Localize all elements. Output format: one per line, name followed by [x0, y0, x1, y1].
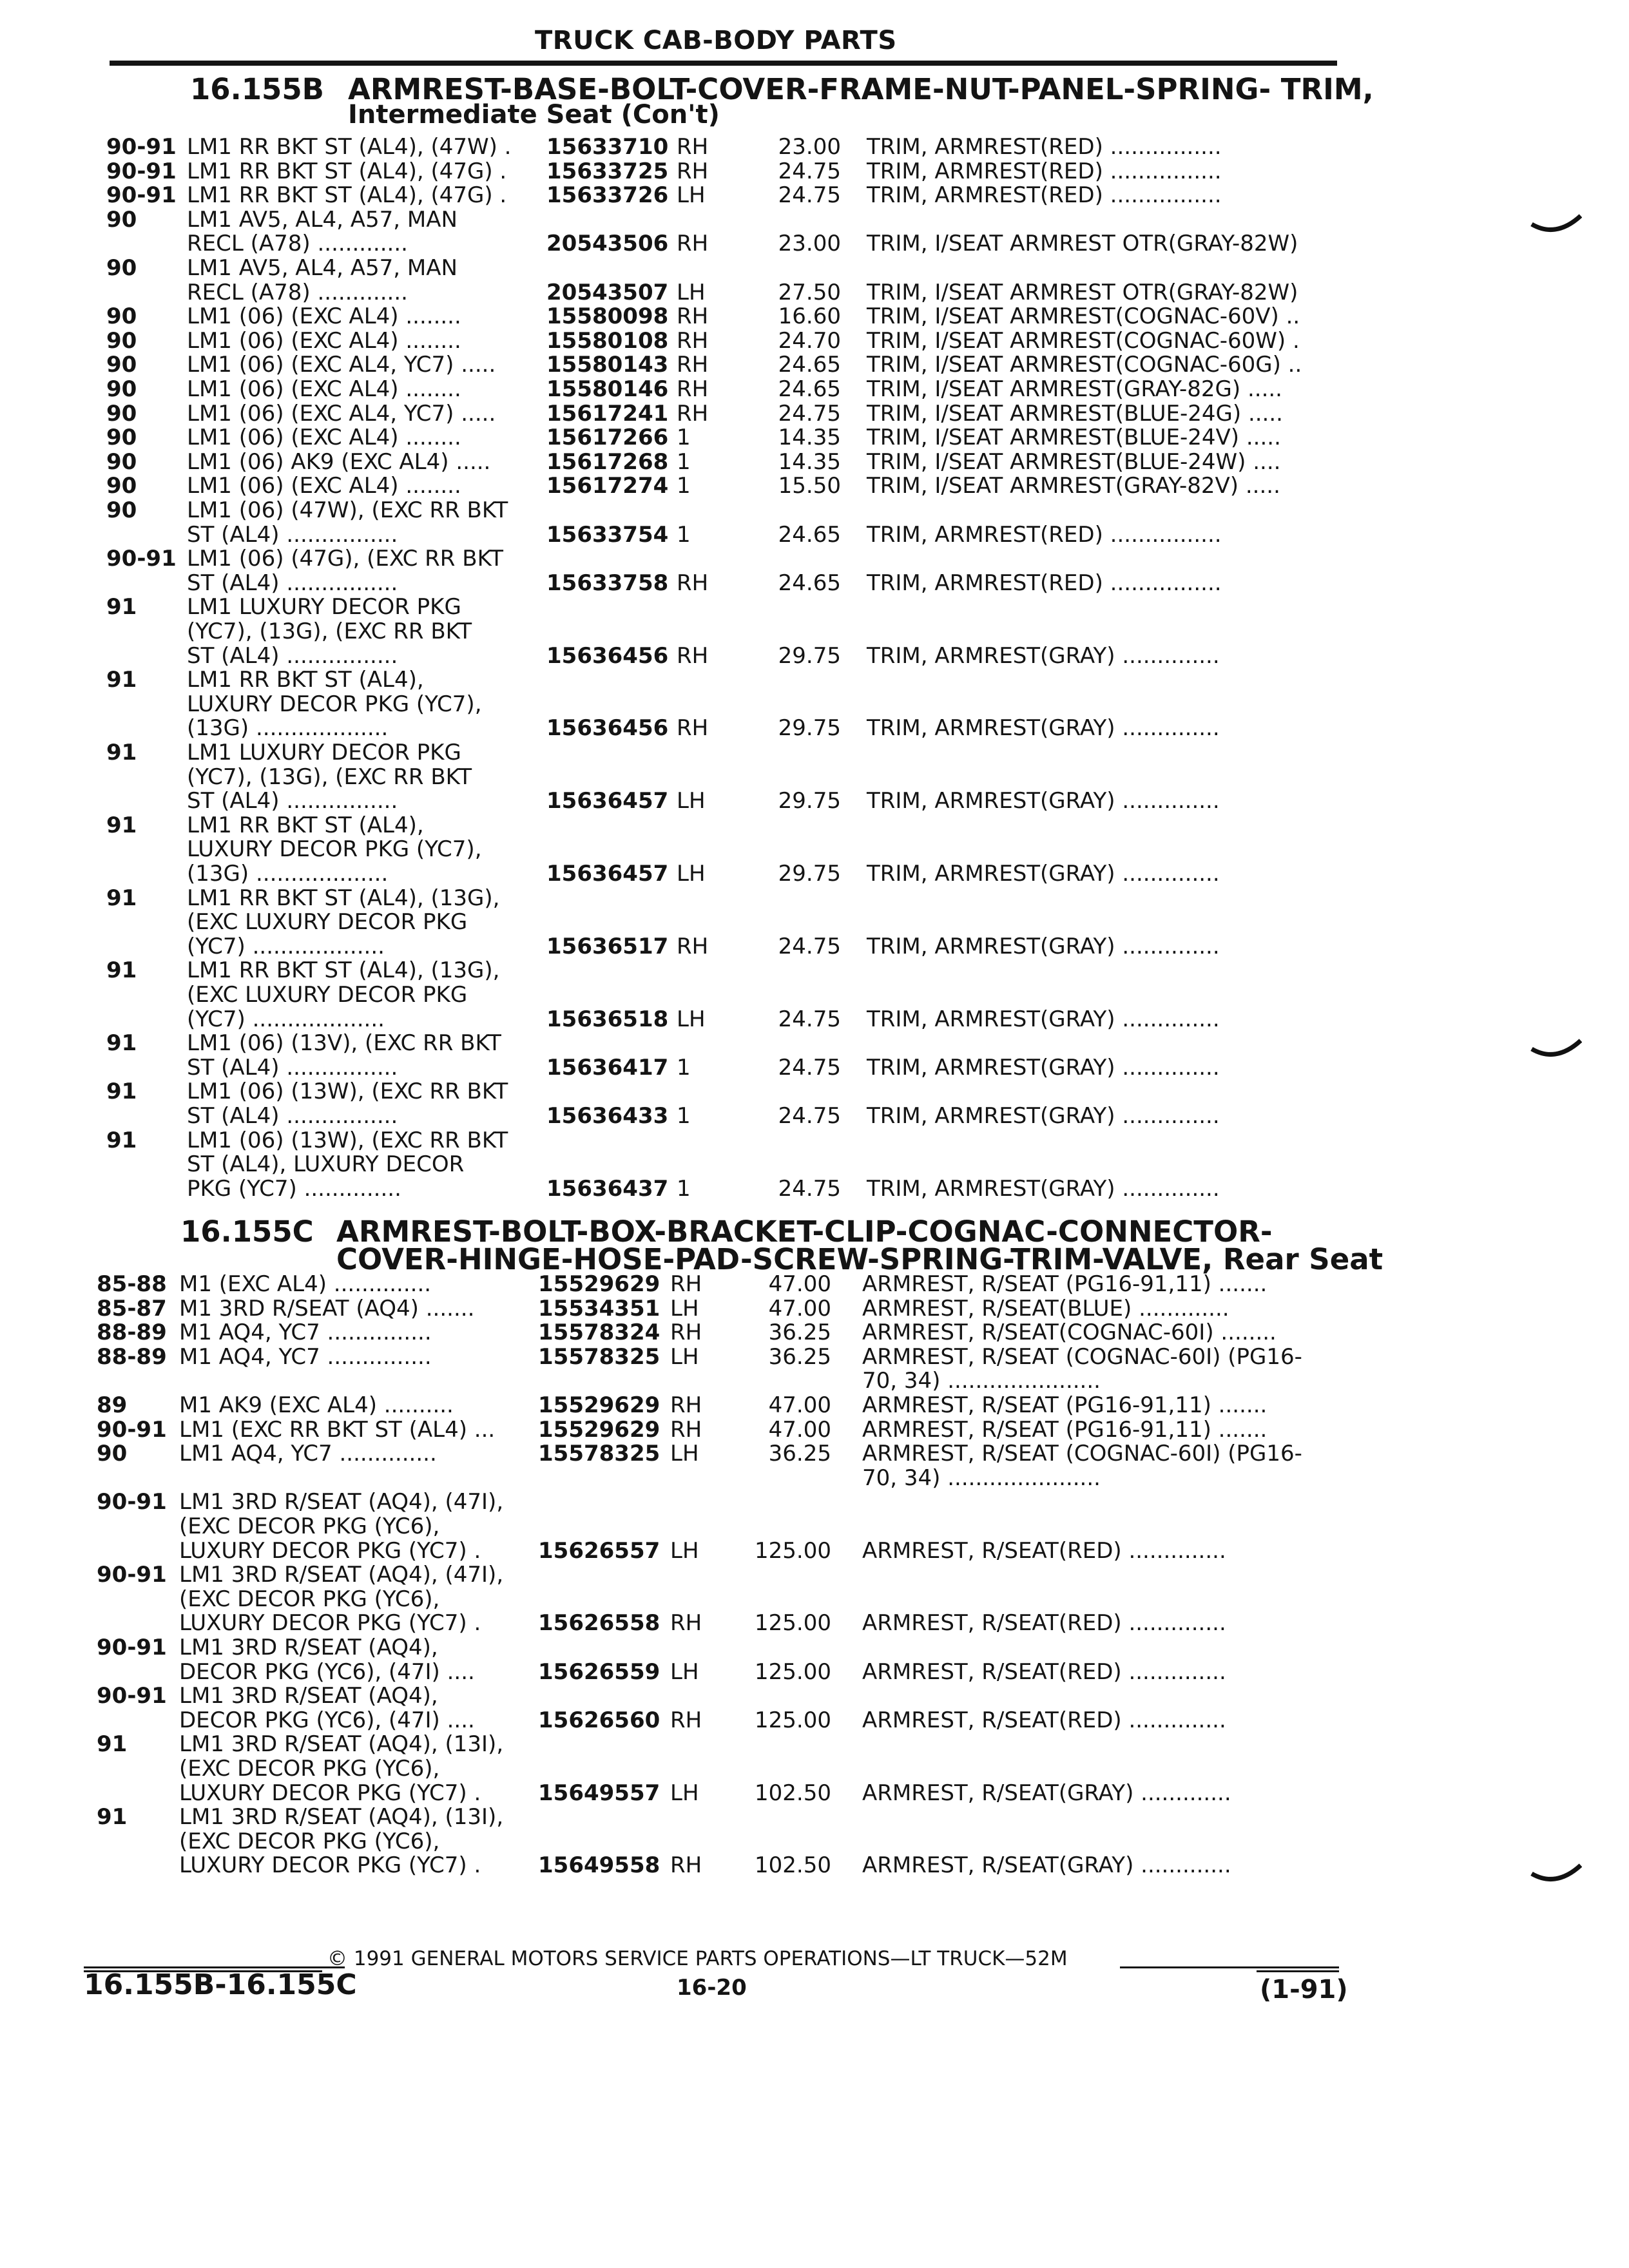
description-cell: (EXC LUXURY DECOR PKG [187, 982, 468, 1008]
description-cell: ST (AL4) ................ [187, 642, 398, 669]
year-cell: 90 [106, 255, 137, 281]
item-cell: TRIM, ARMREST(GRAY) .............. [867, 861, 1220, 887]
description-cell: ST (AL4) ................ [187, 1103, 398, 1129]
year-cell: 90-91 [97, 1489, 167, 1515]
year-cell: 90-91 [106, 182, 177, 209]
item-cell: 70, 34) ...................... [862, 1465, 1101, 1491]
year-cell: 90-91 [97, 1416, 167, 1443]
item-cell: ARMREST, R/SEAT (PG16-91,11) ....... [862, 1271, 1268, 1297]
item-cell: TRIM, I/SEAT ARMREST(GRAY-82V) ..... [867, 473, 1280, 499]
side-cell: LH [677, 182, 706, 209]
part-number-cell: 15633725 [546, 158, 669, 184]
description-cell: LM1 (06) (EXC AL4) ........ [187, 327, 461, 354]
item-cell: 70, 34) ...................... [862, 1368, 1101, 1394]
part-number-cell: 15617266 [546, 425, 669, 451]
year-cell: 91 [97, 1804, 128, 1831]
side-cell: RH [670, 1852, 702, 1879]
item-cell: TRIM, ARMREST(RED) ................ [867, 182, 1222, 209]
description-cell: DECOR PKG (YC6), (47I) .... [179, 1658, 475, 1685]
price-cell: 24.75 [778, 1054, 841, 1081]
item-cell: TRIM, I/SEAT ARMREST(GRAY-82G) ..... [867, 376, 1282, 402]
description-cell: LUXURY DECOR PKG (YC7), [187, 836, 482, 863]
description-cell: LM1 AV5, AL4, A57, MAN [187, 206, 458, 233]
punch-mark-icon [1530, 213, 1582, 245]
price-cell: 27.50 [778, 279, 841, 305]
item-cell: TRIM, I/SEAT ARMREST(BLUE-24W) .... [867, 448, 1281, 475]
year-cell: 90 [106, 352, 137, 378]
price-cell: 15.50 [778, 473, 841, 499]
part-number-cell: 15633726 [546, 182, 669, 209]
price-cell: 24.75 [778, 400, 841, 427]
year-cell: 88-89 [97, 1320, 167, 1346]
part-number-cell: 15617241 [546, 400, 669, 427]
year-cell: 90 [106, 400, 137, 427]
section-b-number: 16.155B [190, 72, 324, 106]
side-cell: LH [670, 1295, 699, 1321]
part-number-cell: 15529629 [538, 1271, 660, 1297]
description-cell: LM1 (06) (13W), (EXC RR BKT [187, 1079, 508, 1105]
footer-revision: (1-91) [1260, 1975, 1348, 2004]
item-cell: ARMREST, R/SEAT(GRAY) ............. [862, 1852, 1231, 1879]
side-cell: RH [677, 134, 709, 160]
description-cell: LM1 3RD R/SEAT (AQ4), (47I), [179, 1489, 504, 1515]
item-cell: TRIM, ARMREST(RED) ................ [867, 521, 1222, 548]
year-cell: 91 [106, 594, 137, 620]
description-cell: (EXC DECOR PKG (YC6), [179, 1756, 440, 1782]
item-cell: TRIM, ARMREST(RED) ................ [867, 134, 1222, 160]
part-number-cell: 15626557 [538, 1537, 660, 1564]
price-cell: 47.00 [768, 1271, 831, 1297]
year-cell: 90 [106, 206, 137, 233]
part-number-cell: 15649557 [538, 1780, 660, 1806]
description-cell: (EXC DECOR PKG (YC6), [179, 1828, 440, 1854]
part-number-cell: 15578325 [538, 1343, 660, 1370]
item-cell: TRIM, ARMREST(GRAY) .............. [867, 788, 1220, 814]
side-cell: RH [677, 570, 709, 596]
description-cell: LM1 (06) (EXC AL4) ........ [187, 473, 461, 499]
description-cell: LM1 RR BKT ST (AL4), [187, 812, 424, 838]
item-cell: ARMREST, R/SEAT(RED) .............. [862, 1537, 1226, 1564]
price-cell: 24.65 [778, 352, 841, 378]
year-cell: 90 [106, 497, 137, 523]
price-cell: 125.00 [755, 1610, 831, 1637]
price-cell: 14.35 [778, 425, 841, 451]
year-cell: 91 [106, 1127, 137, 1153]
item-cell: ARMREST, R/SEAT (PG16-91,11) ....... [862, 1392, 1268, 1418]
footer-copyright: © 1991 GENERAL MOTORS SERVICE PARTS OPERATIONS—LT TRUCK—52M [327, 1947, 1068, 1970]
description-cell: LM1 (06) (47G), (EXC RR BKT [187, 546, 503, 572]
side-cell: RH [670, 1416, 702, 1443]
punch-mark-icon [1530, 1862, 1582, 1894]
description-cell: (EXC LUXURY DECOR PKG [187, 909, 468, 936]
description-cell: LM1 3RD R/SEAT (AQ4), [179, 1635, 438, 1660]
description-cell: LM1 (06) (13W), (EXC RR BKT [187, 1127, 508, 1153]
side-cell: RH [670, 1320, 702, 1346]
price-cell: 23.00 [778, 134, 841, 160]
price-cell: 125.00 [755, 1537, 831, 1564]
part-number-cell: 20543507 [546, 279, 669, 305]
side-cell: RH [670, 1392, 702, 1418]
item-cell: TRIM, ARMREST(GRAY) .............. [867, 642, 1220, 669]
description-cell: LM1 RR BKT ST (AL4), (47W) . [187, 134, 512, 160]
item-cell: ARMREST, R/SEAT(RED) .............. [862, 1707, 1226, 1733]
price-cell: 47.00 [768, 1392, 831, 1418]
price-cell: 24.75 [778, 1006, 841, 1032]
part-number-cell: 15626560 [538, 1707, 660, 1733]
description-cell: LM1 (06) AK9 (EXC AL4) ..... [187, 448, 491, 475]
year-cell: 85-87 [97, 1295, 167, 1321]
side-cell: 1 [677, 425, 691, 451]
side-cell: 1 [677, 1175, 691, 1202]
description-cell: LM1 (06) (13V), (EXC RR BKT [187, 1030, 501, 1057]
price-cell: 36.25 [768, 1343, 831, 1370]
section-b-title-line2: Intermediate Seat (Con't) [348, 100, 720, 130]
item-cell: ARMREST, R/SEAT (COGNAC-60I) (PG16- [862, 1343, 1302, 1370]
description-cell: ST (AL4), LUXURY DECOR [187, 1151, 465, 1178]
item-cell: ARMREST, R/SEAT(GRAY) ............. [862, 1780, 1231, 1806]
part-number-cell: 15578325 [538, 1441, 660, 1467]
item-cell: ARMREST, R/SEAT (COGNAC-60I) (PG16- [862, 1441, 1302, 1467]
item-cell: TRIM, I/SEAT ARMREST(COGNAC-60V) .. [867, 303, 1300, 330]
section-b-title-line1: ARMREST-BASE-BOLT-COVER-FRAME-NUT-PANEL-SPRING- TRIM, [348, 72, 1374, 106]
description-cell: (13G) ................... [187, 861, 389, 887]
part-number-cell: 15633754 [546, 521, 669, 548]
item-cell: TRIM, ARMREST(RED) ................ [867, 570, 1222, 596]
part-number-cell: 15636456 [546, 642, 669, 669]
side-cell: RH [677, 231, 709, 257]
part-number-cell: 15636433 [546, 1103, 669, 1129]
year-cell: 90-91 [97, 1683, 167, 1709]
item-cell: TRIM, ARMREST(GRAY) .............. [867, 933, 1220, 959]
side-cell: 1 [677, 1103, 691, 1129]
item-cell: ARMREST, R/SEAT (PG16-91,11) ....... [862, 1416, 1268, 1443]
part-number-cell: 15617268 [546, 448, 669, 475]
part-number-cell: 15529629 [538, 1392, 660, 1418]
year-cell: 90-91 [106, 134, 177, 160]
part-number-cell: 15636457 [546, 861, 669, 887]
price-cell: 24.65 [778, 570, 841, 596]
description-cell: LM1 LUXURY DECOR PKG [187, 594, 461, 620]
description-cell: (EXC DECOR PKG (YC6), [179, 1514, 440, 1539]
description-cell: LM1 (06) (EXC AL4, YC7) ..... [187, 400, 496, 427]
side-cell: LH [677, 788, 706, 814]
part-number-cell: 20543506 [546, 231, 669, 257]
description-cell: LM1 RR BKT ST (AL4), (13G), [187, 957, 500, 984]
part-number-cell: 15626558 [538, 1610, 660, 1637]
side-cell: RH [677, 352, 709, 378]
side-cell: LH [677, 861, 706, 887]
side-cell: LH [670, 1343, 699, 1370]
side-cell: LH [670, 1780, 699, 1806]
price-cell: 102.50 [755, 1780, 831, 1806]
part-number-cell: 15636457 [546, 788, 669, 814]
description-cell: LM1 LUXURY DECOR PKG [187, 740, 461, 765]
year-cell: 91 [106, 667, 137, 693]
part-number-cell: 15649558 [538, 1852, 660, 1879]
part-number-cell: 15580146 [546, 376, 669, 402]
side-cell: RH [670, 1707, 702, 1733]
price-cell: 24.75 [778, 1103, 841, 1129]
item-cell: TRIM, I/SEAT ARMREST(COGNAC-60G) .. [867, 352, 1302, 378]
description-cell: LM1 (06) (EXC AL4, YC7) ..... [187, 352, 496, 378]
item-cell: TRIM, ARMREST(RED) ................ [867, 158, 1222, 184]
price-cell: 102.50 [755, 1852, 831, 1879]
item-cell: TRIM, ARMREST(GRAY) .............. [867, 1054, 1220, 1081]
description-cell: ST (AL4) ................ [187, 521, 398, 548]
description-cell: LM1 3RD R/SEAT (AQ4), (47I), [179, 1562, 504, 1588]
description-cell: LM1 3RD R/SEAT (AQ4), (13I), [179, 1731, 504, 1758]
item-cell: TRIM, I/SEAT ARMREST OTR(GRAY-82W) [867, 279, 1298, 305]
price-cell: 29.75 [778, 861, 841, 887]
price-cell: 16.60 [778, 303, 841, 330]
header-rule [110, 61, 1337, 66]
description-cell: LM1 (06) (47W), (EXC RR BKT [187, 497, 508, 523]
description-cell: ST (AL4) ................ [187, 570, 398, 596]
section-c-title-line2: COVER-HINGE-HOSE-PAD-SCREW-SPRING-TRIM-VALVE, Rear Seat [336, 1242, 1383, 1276]
year-cell: 91 [106, 885, 137, 911]
year-cell: 88-89 [97, 1343, 167, 1370]
price-cell: 47.00 [768, 1295, 831, 1321]
item-cell: ARMREST, R/SEAT(RED) .............. [862, 1658, 1226, 1685]
description-cell: LUXURY DECOR PKG (YC7), [187, 691, 482, 717]
description-cell: LM1 AQ4, YC7 .............. [179, 1441, 437, 1467]
description-cell: ST (AL4) ................ [187, 788, 398, 814]
price-cell: 24.70 [778, 327, 841, 354]
part-number-cell: 15580098 [546, 303, 669, 330]
section-c-number: 16.155C [180, 1215, 314, 1249]
description-cell: (YC7), (13G), (EXC RR BKT [187, 764, 472, 790]
part-number-cell: 15636437 [546, 1175, 669, 1202]
side-cell: RH [677, 642, 709, 669]
item-cell: TRIM, ARMREST(GRAY) .............. [867, 1006, 1220, 1032]
description-cell: (13G) ................... [187, 715, 389, 742]
description-cell: M1 AK9 (EXC AL4) .......... [179, 1392, 454, 1418]
price-cell: 29.75 [778, 715, 841, 742]
year-cell: 90 [106, 473, 137, 499]
description-cell: (YC7), (13G), (EXC RR BKT [187, 619, 472, 644]
item-cell: TRIM, I/SEAT ARMREST(COGNAC-60W) . [867, 327, 1300, 354]
item-cell: TRIM, ARMREST(GRAY) .............. [867, 1103, 1220, 1129]
year-cell: 85-88 [97, 1271, 167, 1297]
footer-page-number: 16-20 [677, 1975, 747, 2001]
description-cell: LM1 3RD R/SEAT (AQ4), [179, 1683, 438, 1709]
year-cell: 90-91 [97, 1635, 167, 1660]
part-number-cell: 15633710 [546, 134, 669, 160]
side-cell: RH [677, 158, 709, 184]
side-cell: RH [677, 715, 709, 742]
footer-section-range: 16.155B-16.155C [84, 1968, 357, 2001]
year-cell: 91 [106, 1079, 137, 1105]
year-cell: 91 [106, 1030, 137, 1057]
description-cell: PKG (YC7) .............. [187, 1175, 401, 1202]
description-cell: LM1 (06) (EXC AL4) ........ [187, 425, 461, 451]
part-number-cell: 15578324 [538, 1320, 660, 1346]
year-cell: 90 [106, 303, 137, 330]
price-cell: 47.00 [768, 1416, 831, 1443]
side-cell: RH [670, 1610, 702, 1637]
year-cell: 90 [106, 376, 137, 402]
item-cell: ARMREST, R/SEAT(BLUE) ............. [862, 1295, 1229, 1321]
price-cell: 36.25 [768, 1441, 831, 1467]
side-cell: LH [677, 279, 706, 305]
punch-mark-icon [1530, 1037, 1582, 1070]
price-cell: 24.65 [778, 521, 841, 548]
part-number-cell: 15580108 [546, 327, 669, 354]
year-cell: 89 [97, 1392, 128, 1418]
price-cell: 125.00 [755, 1658, 831, 1685]
year-cell: 91 [106, 740, 137, 765]
year-cell: 90-91 [97, 1562, 167, 1588]
part-number-cell: 15534351 [538, 1295, 660, 1321]
footer-rule-right [1120, 1966, 1339, 1968]
item-cell: TRIM, I/SEAT ARMREST(BLUE-24G) ..... [867, 400, 1283, 427]
part-number-cell: 15617274 [546, 473, 669, 499]
part-number-cell: 15636518 [546, 1006, 669, 1032]
part-number-cell: 15636517 [546, 933, 669, 959]
price-cell: 24.75 [778, 1175, 841, 1202]
description-cell: DECOR PKG (YC6), (47I) .... [179, 1707, 475, 1733]
description-cell: RECL (A78) ............. [187, 279, 408, 305]
part-number-cell: 15626559 [538, 1658, 660, 1685]
side-cell: 1 [677, 521, 691, 548]
item-cell: TRIM, I/SEAT ARMREST(BLUE-24V) ..... [867, 425, 1281, 451]
footer-rule-right-2 [1257, 1970, 1339, 1972]
year-cell: 90-91 [106, 546, 177, 572]
description-cell: LM1 RR BKT ST (AL4), (47G) . [187, 182, 507, 209]
year-cell: 91 [106, 812, 137, 838]
price-cell: 23.00 [778, 231, 841, 257]
year-cell: 90-91 [106, 158, 177, 184]
section-c-title-line1: ARMREST-BOLT-BOX-BRACKET-CLIP-COGNAC-CONNECTOR- [336, 1215, 1273, 1249]
side-cell: 1 [677, 1054, 691, 1081]
price-cell: 36.25 [768, 1320, 831, 1346]
item-cell: TRIM, ARMREST(GRAY) .............. [867, 715, 1220, 742]
description-cell: LM1 AV5, AL4, A57, MAN [187, 255, 458, 281]
item-cell: TRIM, ARMREST(GRAY) .............. [867, 1175, 1220, 1202]
description-cell: LUXURY DECOR PKG (YC7) . [179, 1537, 481, 1564]
part-number-cell: 15529629 [538, 1416, 660, 1443]
description-cell: RECL (A78) ............. [187, 231, 408, 257]
part-number-cell: 15636417 [546, 1054, 669, 1081]
part-number-cell: 15636456 [546, 715, 669, 742]
price-cell: 29.75 [778, 788, 841, 814]
side-cell: RH [677, 303, 709, 330]
side-cell: LH [670, 1537, 699, 1564]
item-cell: TRIM, I/SEAT ARMREST OTR(GRAY-82W) [867, 231, 1298, 257]
side-cell: RH [670, 1271, 702, 1297]
part-number-cell: 15580143 [546, 352, 669, 378]
description-cell: M1 3RD R/SEAT (AQ4) ....... [179, 1295, 475, 1321]
side-cell: LH [677, 1006, 706, 1032]
description-cell: LM1 RR BKT ST (AL4), [187, 667, 424, 693]
price-cell: 24.75 [778, 933, 841, 959]
description-cell: LM1 RR BKT ST (AL4), (13G), [187, 885, 500, 911]
year-cell: 90 [97, 1441, 128, 1467]
description-cell: LUXURY DECOR PKG (YC7) . [179, 1852, 481, 1879]
side-cell: 1 [677, 473, 691, 499]
item-cell: ARMREST, R/SEAT(RED) .............. [862, 1610, 1226, 1637]
description-cell: LM1 (EXC RR BKT ST (AL4) ... [179, 1416, 496, 1443]
description-cell: LUXURY DECOR PKG (YC7) . [179, 1780, 481, 1806]
price-cell: 125.00 [755, 1707, 831, 1733]
price-cell: 24.65 [778, 376, 841, 402]
year-cell: 91 [97, 1731, 128, 1758]
page-header: TRUCK CAB-BODY PARTS [535, 26, 897, 55]
side-cell: RH [677, 400, 709, 427]
side-cell: LH [670, 1658, 699, 1685]
side-cell: RH [677, 933, 709, 959]
description-cell: LM1 (06) (EXC AL4) ........ [187, 303, 461, 330]
description-cell: (YC7) ................... [187, 933, 385, 959]
price-cell: 29.75 [778, 642, 841, 669]
price-cell: 14.35 [778, 448, 841, 475]
year-cell: 90 [106, 327, 137, 354]
year-cell: 90 [106, 448, 137, 475]
description-cell: LM1 3RD R/SEAT (AQ4), (13I), [179, 1804, 504, 1831]
description-cell: LM1 (06) (EXC AL4) ........ [187, 376, 461, 402]
part-number-cell: 15633758 [546, 570, 669, 596]
year-cell: 91 [106, 957, 137, 984]
side-cell: RH [677, 327, 709, 354]
description-cell: (EXC DECOR PKG (YC6), [179, 1586, 440, 1612]
description-cell: M1 (EXC AL4) .............. [179, 1271, 432, 1297]
price-cell: 24.75 [778, 158, 841, 184]
description-cell: M1 AQ4, YC7 ............... [179, 1320, 432, 1346]
description-cell: LUXURY DECOR PKG (YC7) . [179, 1610, 481, 1637]
side-cell: 1 [677, 448, 691, 475]
description-cell: LM1 RR BKT ST (AL4), (47G) . [187, 158, 507, 184]
description-cell: (YC7) ................... [187, 1006, 385, 1032]
description-cell: M1 AQ4, YC7 ............... [179, 1343, 432, 1370]
description-cell: ST (AL4) ................ [187, 1054, 398, 1081]
side-cell: RH [677, 376, 709, 402]
item-cell: ARMREST, R/SEAT(COGNAC-60I) ........ [862, 1320, 1277, 1346]
price-cell: 24.75 [778, 182, 841, 209]
side-cell: LH [670, 1441, 699, 1467]
year-cell: 90 [106, 425, 137, 451]
